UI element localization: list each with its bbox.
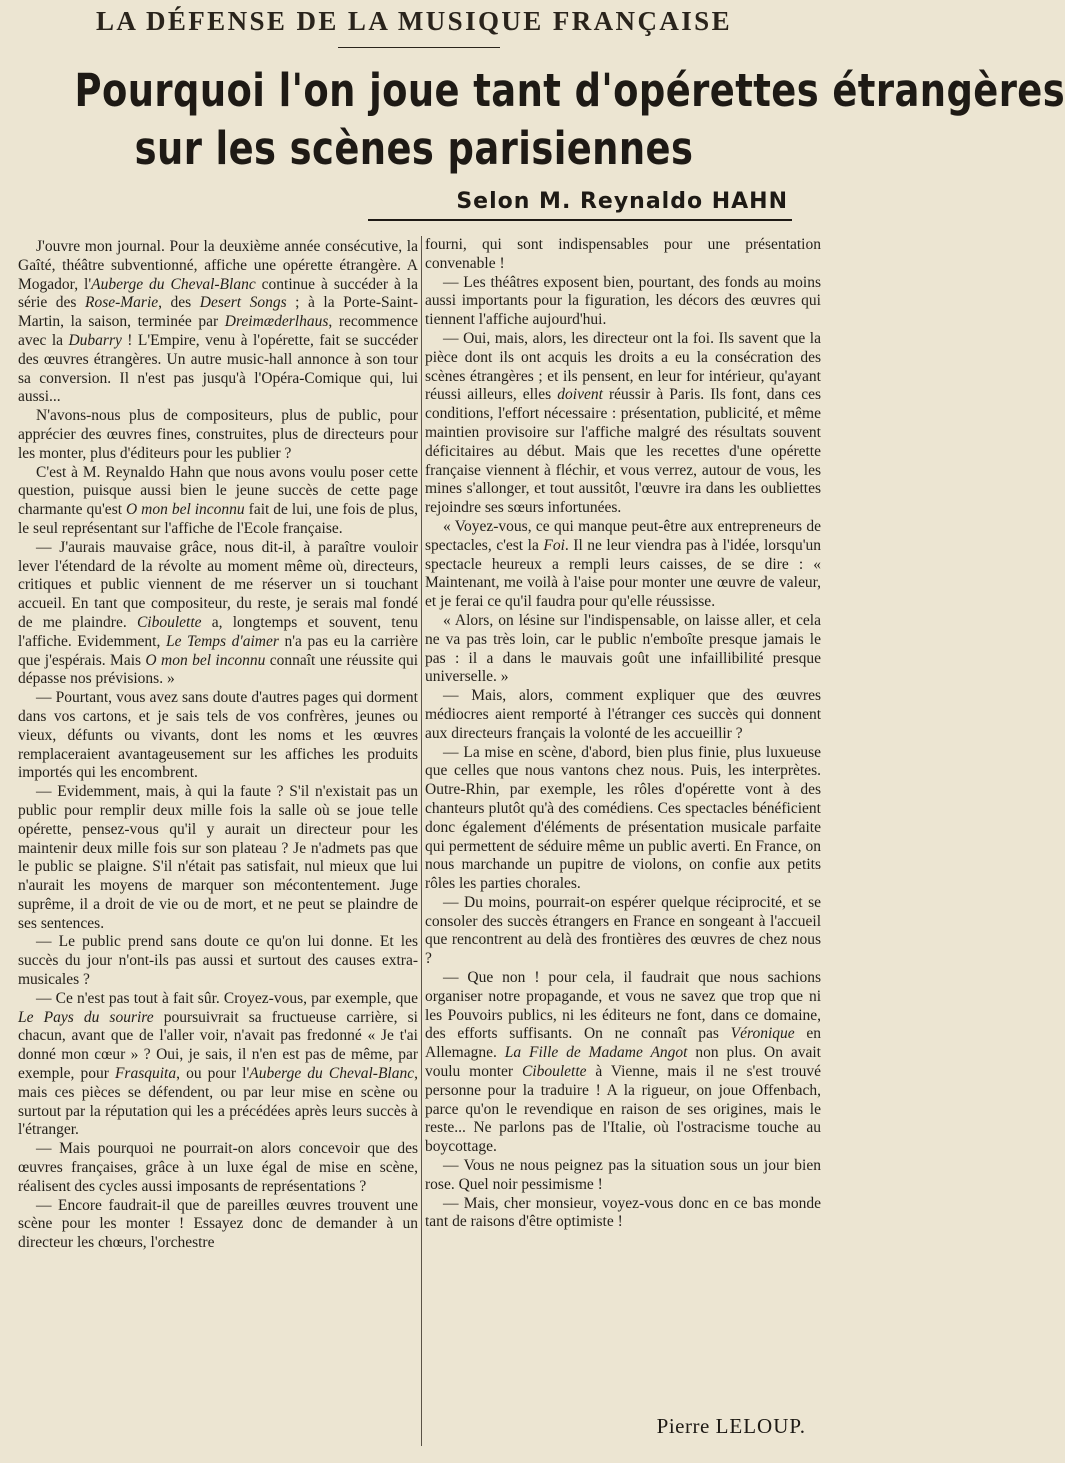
section-kicker: LA DÉFENSE DE LA MUSIQUE FRANÇAISE <box>96 6 732 36</box>
paragraph-text: — Pourtant, vous avez sans doute d'autres pages qui dorment dans vos cartons, et je sais tels de vos confrères, jeunes ou vieux, défunts ou vivants, dont les noms et les œuvres remplaceraient avantageusement sur les affiches les produits importés qui les encombrent. <box>18 689 418 782</box>
italic-title: Rose-Marie <box>84 294 159 312</box>
paragraph-text: n'a pas eu la carrière que j'espérais. Mais <box>18 632 418 669</box>
paragraph-text: — Encore faudrait-il que de pareilles œuvres trouvent une scène pour les monter ! Essayez donc de demander à un directeur les chœurs, l'orchestre <box>18 1196 418 1252</box>
paragraph-text: , recommence avec la <box>18 313 418 349</box>
italic-title: Auberge du Cheval-Blanc <box>91 275 256 293</box>
paragraph-text: fourni, qui sont indispensables pour une présentation convenable ! <box>425 236 821 272</box>
paragraph-text: continue à succéder à la série des <box>18 275 418 312</box>
italic-title: Le Temps d'aimer <box>165 632 279 650</box>
paragraph-text: réussir à Paris. Ils font, dans ces conditions, l'effort nécessaire : présentation, publicité, et même maintien provisoire sur l'affiche malgré des résultats souvent déficitaires au début. Mais que les recettes d'une opérette française viennent à fléchir, et vous verrez, autour de vous, les mines s'allonger, et tout aussitôt, l'œuvre ira dans les oubliettes rejoindre ses sœurs infortunées. <box>425 386 821 517</box>
italic-title: Desert Songs <box>199 294 287 312</box>
italic-title: Le Pays du sourire <box>18 1008 154 1026</box>
paragraph-text: en Allemagne. <box>425 1025 821 1062</box>
paragraph-text: C'est à M. Reynaldo Hahn que nous avons voulu poser cette question, puisque aussi bien le jeune succès de cette page charmante qu'est <box>18 463 418 519</box>
italic-title: Véronique <box>730 1025 795 1043</box>
article-paragraph <box>425 236 821 274</box>
paragraph-text: — Que non ! pour cela, il faudrait que nous sachions organiser notre propagande, et vous ne savez que trop que ni les Pouvoirs publics, ni les éditeurs ne font, dans ce domaine, des efforts suffisants. On ne connaît pas <box>425 969 821 1043</box>
headline-line-1: Pourquoi l'on joue tant d'opérettes étrangères <box>74 64 1065 117</box>
paragraph-text: non plus. On avait voulu monter <box>425 1044 821 1081</box>
article-column-right <box>425 236 821 1232</box>
article-paragraph <box>18 990 418 1140</box>
article-paragraph <box>425 274 821 330</box>
italic-title: La Fille de Madame Angot <box>504 1044 688 1062</box>
paragraph-text: J'ouvre mon journal. Pour la deuxième année consécutive, la Gaîté, théâtre subventionné, affiche une opérette étrangère. A Mogador, l' <box>18 238 418 293</box>
paragraph-text: N'avons-nous plus de compositeurs, plus de public, pour apprécier des œuvres fines, construites, plus de directeurs pour les monter, plus d'éditeurs pour les publier ? <box>18 407 418 462</box>
headline-line-2: sur les scènes parisiennes <box>134 122 694 175</box>
italic-title: Auberge du Cheval-Blanc <box>249 1065 415 1083</box>
paragraph-text: — Vous ne nous peignez pas la situation sous un jour bien rose. Quel noir pessimisme ! <box>425 1157 821 1193</box>
article-headline <box>74 62 1065 178</box>
italic-title: Ciboulette <box>136 613 202 631</box>
paragraph-text: , mais ces pièces se défendent, ou par leur mise en scène ou surtout par la réputation qui les a précédées après leurs succès à l'étranger. <box>18 1065 418 1139</box>
paragraph-text: — Les théâtres exposent bien, pourtant, des fonds au moins aussi importants pour la figuration, les décors des œuvres qui tiennent l'affiche aujourd'hui. <box>425 273 821 329</box>
article-paragraph <box>18 1140 418 1196</box>
article-paragraph <box>425 969 821 1157</box>
article-paragraph <box>18 539 418 689</box>
column-divider <box>421 236 422 1446</box>
italic-title: O mon bel inconnu <box>126 501 245 519</box>
article-paragraph <box>18 1197 418 1253</box>
article-paragraph <box>18 933 418 989</box>
author-first-name: Pierre <box>656 1414 710 1438</box>
paragraph-text: — Mais, cher monsieur, voyez-vous donc en ce bas monde tant de raisons d'être optimiste ! <box>425 1194 821 1231</box>
italic-title: Dubarry <box>68 331 122 349</box>
paragraph-text: — Oui, mais, alors, les directeur ont la foi. Ils savent que la pièce dont ils ont acquis les droits a eu la consécration des scènes étrangères ; et ils pensent, en leur for intérieur, qu'ayant réussi ailleurs, elles <box>425 329 821 404</box>
italic-title: O mon bel inconnu <box>145 651 266 669</box>
article-paragraph <box>18 238 418 407</box>
paragraph-text: — J'aurais mauvaise grâce, nous dit-il, à paraître vouloir lever l'étendard de la révolte au moment même où, directeurs, critiques et public viennent de me réserver un si touchant accueil. En tant que compositeur, du reste, je serais mal fondé de me plaindre. <box>18 538 418 631</box>
article-paragraph <box>425 330 821 518</box>
paragraph-text: « Voyez-vous, ce qui manque peut-être aux entrepreneurs de spectacles, c'est la <box>425 517 821 554</box>
paragraph-text: — Le public prend sans doute ce qu'on lui donne. Et les succès du jour n'ont-ils pas aussi et surtout des causes extra-musicales ? <box>18 933 418 989</box>
paragraph-text: — Evidemment, mais, à qui la faute ? S'il n'existait pas un public pour remplir deux mille fois la salle où se joue telle opérette, pensez-vous qu'il y aurait un directeur pour les maintenir deux mille fois sur son plateau ? Je n'admets pas que le public se plaigne. S'il n'était pas satisfait, nul mieux que lui n'aurait les moyens de marquer son mécontentement. Juge suprême, il a droit de vie ou de mort, et ne peut se plaindre de ses sentences. <box>18 783 418 932</box>
paragraph-text: ; à la Porte-Saint-Martin, la saison, terminée par <box>18 294 419 331</box>
italic-title: Ciboulette <box>521 1063 587 1081</box>
italic-title: Dreimæderlhaus <box>224 313 329 331</box>
author-last-name: LELOUP. <box>715 1414 806 1438</box>
article-paragraph <box>425 687 821 743</box>
paragraph-text: connaît une réussite qui dépasse nos prévisions. » <box>18 651 419 688</box>
paragraph-text: — Mais, alors, comment expliquer que des œuvres médiocres aient remporté à l'étranger ces succès qui donnent aux directeurs français la volonté de les accueillir ? <box>425 687 821 742</box>
paragraph-text: « Alors, on lésine sur l'indispensable, on laisse aller, et cela ne va pas très loin, car le public n'emboîte presque jamais le pas : il a dans le mauvais goût une infaillibilité presque universelle. » <box>425 611 821 686</box>
paragraph-text: — Du moins, pourrait-on espérer quelque réciprocité, et se consoler des succès étrangers en France en songeant à l'accueil que rencontrent au delà des frontières des œuvres de chez nous ? <box>425 893 821 968</box>
byline-underline <box>368 219 792 221</box>
article-paragraph <box>425 894 821 969</box>
kicker-underline <box>338 47 500 48</box>
byline: Selon M. Reynaldo HAHN <box>456 189 788 214</box>
italic-title: Foi <box>543 536 565 554</box>
paragraph-text: — Mais pourquoi ne pourrait-on alors concevoir que des œuvres françaises, grâce à un luxe égal de mise en scène, réalisent des cycles aussi imposants de représentations ? <box>18 1140 418 1195</box>
article-paragraph <box>425 1157 821 1195</box>
italic-title: doivent <box>557 386 603 404</box>
article-column-left <box>18 238 418 1253</box>
paragraph-text: ! L'Empire, venu à l'opérette, fait se succéder des œuvres étrangères. Un autre music-hall annonce à son tour sa conversion. Il n'est pas jusqu'à l'Opéra-Comique qui, lui aussi... <box>18 331 418 406</box>
paragraph-text: — Ce n'est pas tout à fait sûr. Croyez-vous, par exemple, que <box>36 989 418 1007</box>
paragraph-text: poursuivrait sa fructueuse carrière, si chacun, avant que de l'aller voir, n'avait pas fredonné « Je t'ai donné mon cœur » ? Oui, je sais, il n'en est pas de même, par exemple, pour <box>18 1008 418 1083</box>
paragraph-text: — La mise en scène, d'abord, bien plus finie, plus luxueuse que celles que nous vantons chez nous. Puis, les interprètes. Outre-Rhin, par exemple, les rôles d'opérette vont à des chanteurs plutôt qu'à des comédiens. Ces spectacles bénéficient donc également d'éléments de présentation musicale parfaite qui permettent de séduire même un public averti. En France, on nous marchande un pupitre de violons, on confie aux petits rôles les parties chorales. <box>425 743 821 893</box>
paragraph-text: . Il ne leur viendra pas à l'idée, lorsqu'un spectacle heureux a rempli leurs caisses, de se dire : « Maintenant, me voilà à l'aise pour monter une œuvre de valeur, et je ferai ce qu'il faudra pour qu'elle réussisse. <box>425 536 822 611</box>
paragraph-text: à Vienne, mais il ne s'est trouvé personne pour la traduire ! A la rigueur, on joue Offenbach, parce qu'on le revendique en raison de ses origines, mais le reste... Ne parlons pas de l'Italie, où l'ostracisme touche au boycottage. <box>425 1063 821 1156</box>
article-paragraph <box>425 518 821 612</box>
paragraph-text: a, longtemps et souvent, tenu l'affiche. Evidemment, <box>18 613 418 650</box>
article-paragraph <box>18 407 418 463</box>
article-paragraph <box>425 1195 821 1233</box>
article-paragraph <box>18 689 418 783</box>
article-paragraph <box>18 464 418 539</box>
author-signature <box>657 1414 806 1439</box>
paragraph-text: , des <box>158 294 200 312</box>
italic-title: Frasquita <box>114 1065 177 1083</box>
article-paragraph <box>425 744 821 894</box>
paragraph-text: fait de lui, une fois de plus, le seul représentant sur l'affiche de l'Ecole française. <box>18 501 418 537</box>
article-paragraph <box>18 783 418 933</box>
article-paragraph <box>425 612 821 687</box>
paragraph-text: , ou pour l' <box>176 1065 250 1083</box>
